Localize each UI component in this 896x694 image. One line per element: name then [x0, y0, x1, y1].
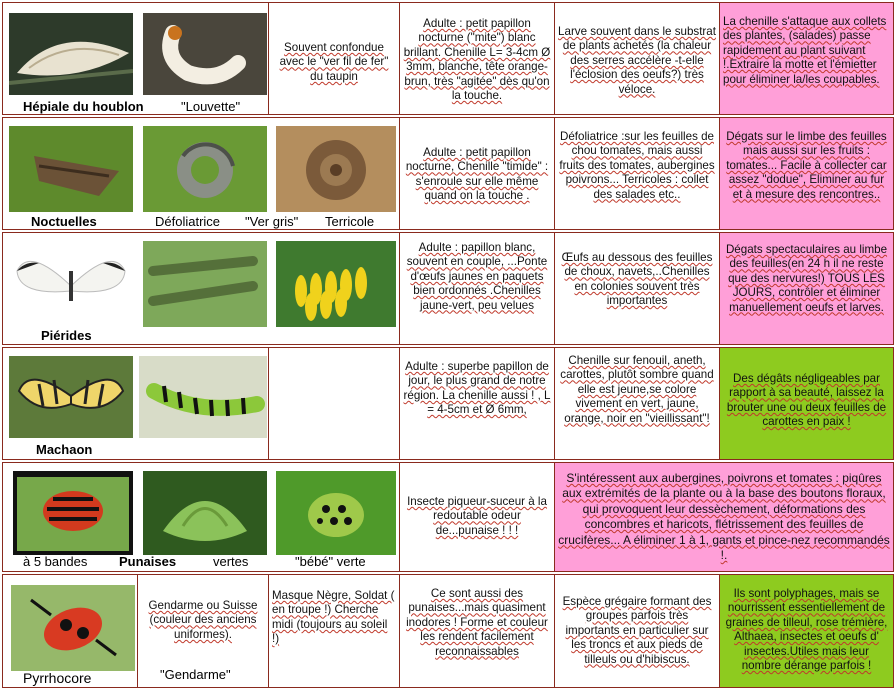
hepiale-adult-text: Adulte : petit papillon nocturne ("mite") blanc brillant. Chenille L= 3-4cm Ø 3mm, blanche, tête orange-brun, très "agitée" dès qu'on la touche.	[403, 17, 551, 103]
photo-cell-hepiale	[3, 3, 269, 114]
photo-cell-punaises	[3, 463, 400, 571]
pierides-habitat-text: Œufs au dessous des feuilles de choux, navets,..Chenilles en colonies souvent très importantes	[561, 251, 713, 308]
caption-terricole: Terricole	[325, 214, 375, 229]
col6-pierides	[720, 233, 893, 344]
photo-cell-pyrrhocore	[3, 575, 138, 687]
col5-pierides	[555, 233, 720, 344]
col5-machaon	[555, 348, 720, 459]
pierides-adult-text: Adulte : papillon blanc, souvent en couple, ...Ponte d'œufs jaunes en paquets bien ordonnés .Chenilles jaune-vert, peu velues	[406, 241, 548, 312]
col5-pyrrhocore	[555, 575, 720, 687]
col3-machaon-empty	[269, 348, 400, 459]
pyrrhocore-damage-text: Ils sont polyphages, mais se nourrissent essentiellement de graines de tilleul, rose trémière, Althaea, insectes et oeufs d' insectes.Utiles mais leur nombre dérange parfois !	[725, 587, 888, 673]
caption-bebe-verte: "bébé" verte	[295, 554, 366, 569]
pyrrhocore-gendarme-text: Gendarme ou Suisse (couleur des anciens uniformes).	[148, 599, 258, 641]
col6-pyrrhocore	[720, 575, 893, 687]
noctuelles-damage-text: Dégats sur le limbe des feuilles mais aussi sur les fruits : tomates... Facile à collecter car assez "dodue", Eliminer au fur et à mesure des rencontres..	[726, 130, 887, 201]
machaon-butterfly-photo	[9, 356, 133, 438]
punaise-5-bandes-photo	[13, 471, 133, 555]
machaon-adult-text: Adulte : superbe papillon de jour, le plus grand de notre région. La chenille aussi ! , L = 4-5cm et Ø 6mm,	[403, 360, 551, 417]
table-row-hepiale	[2, 2, 894, 115]
caption-ver-gris: "Ver gris"	[245, 214, 299, 229]
caption-louvette: "Louvette"	[181, 99, 241, 114]
col4-machaon	[400, 348, 555, 459]
col3-hepiale	[269, 3, 400, 114]
caption-defoliatrice: Défoliatrice	[155, 214, 221, 229]
pyrrhocore-adult-text: Ce sont aussi des punaises...mais quasiment inodores ! Forme et couleur les rendent facilement reconnaissables	[406, 587, 548, 658]
hepiale-confusion-text: Souvent confondue avec le "ver fil de fer" du taupin	[279, 41, 389, 83]
caption-a-5-bandes: à 5 bandes	[23, 554, 88, 569]
col4-hepiale	[400, 3, 555, 114]
col4-pyrrhocore	[400, 575, 555, 687]
col6-hepiale	[720, 3, 893, 114]
punaise-verte-photo	[143, 471, 267, 555]
machaon-habitat-text: Chenille sur fenouil, aneth, carottes, plutôt sombre quand elle est jeune,se colore vivement en vert, jaune, orange, noir en "vieillissant"!	[560, 354, 714, 425]
col2-pyrrhocore	[138, 575, 269, 687]
punaises-damage-text: S'intéressent aux aubergines, poivrons et tomates : piqûres aux extrémités de la plante ou à la base des boutons floraux, qui provoquent leur dessèchement, déformations des concombres et haricots, flétrissement des feuilles de crucifères... A éliminer 1 à 1, gants et pince-nez recommandés !.	[558, 471, 890, 563]
caption-pyrrhocore: Pyrrhocore	[23, 670, 92, 686]
photo-cell-pierides	[3, 233, 400, 344]
table-row-punaises	[2, 462, 894, 572]
pyrrhocore-names-text: Masque Nègre, Soldat ( en troupe !) Cherche midi (toujours au soleil !)	[272, 589, 395, 646]
noctuelle-moth-photo	[9, 126, 133, 212]
photo-cell-noctuelles	[3, 118, 400, 229]
pieride-caterpillars-photo	[143, 241, 267, 327]
pyrrhocore-photo	[11, 585, 135, 671]
pyrrhocore-habitat-text: Espèce grégaire formant des groupes parfois très importants en particulier sur les troncs et aux pieds de tilleuls ou d'hibiscus.	[562, 595, 712, 666]
table-row-pierides	[2, 232, 894, 345]
louvette-larva-photo	[143, 13, 267, 95]
noctuelles-adult-text: Adulte : petit papillon nocturne, Chenille "timide" : s'enroule sur elle même quand on la touche .	[405, 146, 549, 203]
defoliatrice-caterpillar-photo	[143, 126, 267, 212]
col3-pyrrhocore	[269, 575, 400, 687]
caption-gendarme: "Gendarme"	[160, 667, 231, 682]
col5-noctuelles	[555, 118, 720, 229]
table-row-noctuelles	[2, 117, 894, 230]
caption-hepiale: Hépiale du houblon	[23, 99, 144, 114]
punaise-bebe-photo	[276, 471, 396, 555]
caption-noctuelles: Noctuelles	[31, 214, 97, 229]
pierides-damage-text: Dégats spectaculaires au limbe des feuilles(en 24 h il ne reste que des nervures!) TOUS LES JOURS, contrôler et éliminer manuellement oeufs et larves.	[725, 243, 888, 314]
terricole-caterpillar-photo	[276, 126, 396, 212]
pieride-eggs-photo	[276, 241, 396, 327]
punaises-adult-text: Insecte piqueur-suceur à la redoutable odeur de...punaise ! ! !	[407, 495, 547, 537]
col4-punaises	[400, 463, 555, 571]
caption-machaon: Machaon	[36, 442, 93, 457]
col4-pierides	[400, 233, 555, 344]
caption-vertes: vertes	[213, 554, 249, 569]
table-row-machaon	[2, 347, 894, 460]
hepiale-habitat-text: Larve souvent dans le substrat de plants achetés (la chaleur des serres accélère -t-elle l'éclosion des oeufs?) très véloce.	[558, 25, 716, 96]
hepiale-moth-photo	[9, 13, 133, 95]
col4-noctuelles	[400, 118, 555, 229]
noctuelles-habitat-text: Défoliatrice :sur les feuilles de chou tomates, mais aussi fruits des tomates, aubergines poivrons... Terricoles : collet des salades etc..	[559, 130, 715, 201]
pieride-butterfly-photo	[9, 241, 133, 327]
machaon-caterpillar-photo	[139, 356, 267, 438]
caption-pierides: Piérides	[41, 328, 92, 343]
caption-punaises: Punaises	[119, 554, 177, 569]
hepiale-damage-text: La chenille s'attaque aux collets des plantes, (salades) passe rapidement au plant suivant !.Extraire la motte et l'émietter pour éliminer la/les coupables.	[723, 15, 887, 86]
col6-machaon	[720, 348, 893, 459]
col6-noctuelles	[720, 118, 893, 229]
col56-punaises	[555, 463, 893, 571]
table-row-pyrrhocore	[2, 574, 894, 688]
col5-hepiale	[555, 3, 720, 114]
photo-cell-machaon	[3, 348, 269, 459]
machaon-damage-text: Des dégâts négligeables par rapport à sa beauté, laissez la brouter une ou deux feuilles de carottes en paix !	[726, 372, 887, 429]
